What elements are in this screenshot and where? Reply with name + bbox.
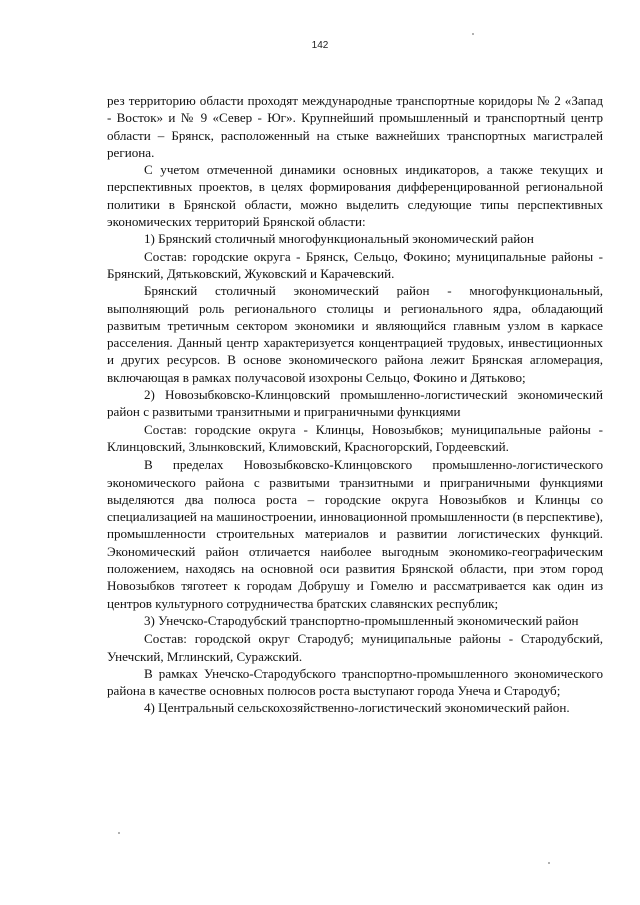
list-item-heading-1: 1) Брянский столичный многофункциональный экономический район [144, 231, 534, 247]
composition-paragraph-1: Состав: городские округа - Брянск, Сельцо, Фокино; муниципальные районы - Брянский, Дятьковский, Жуковский и Карачевский. [107, 248, 603, 281]
paragraph-continuation: рез территорию области проходят международные транспортные коридоры № 2 «Запад - Восток» и № 9 «Север - Юг». Крупнейший промышленный и транспортный центр области – Брянск, расположенный на стыке важнейших транспортных магистралей региона. [107, 93, 603, 160]
description-paragraph-2: В пределах Новозыбковско-Клинцовского промышленно-логистического экономического района с развитыми транзитными и приграничными функциями выделяются два полюса роста – городские округа Новозыбков и Клинцы со специализацией на машиностроении, инновационной промышленности (в перспективе), промышленности строительных материалов и развитии логистических функций. Экономический район отличается наиболее выгодным экономико-географическим положением, находясь на основной оси развития Брянской области, при этом город Новозыбков тяготеет к городам Добрушу и Гомелю и рассматривается как один из центров культурного сотрудничества братских славянских республик; [107, 457, 603, 611]
description-paragraph-1: Брянский столичный экономический район - многофункциональный, выполняющий роль регионального столицы и регионального ядра, обладающий развитым третичным сектором экономики и являющийся главным узлом в каркасе расселения. Данный центр характеризуется концентрацией трудовых, инвестиционных и других ресурсов. В основе экономического района лежит Брянская агломерация, включающая в рамках получасовой изохроны Сельцо, Фокино и Дятьково; [107, 283, 603, 385]
list-item-heading-3: 3) Унечско-Стародубский транспортно-промышленный экономический район [144, 612, 579, 628]
description-paragraph-3: В рамках Унечско-Стародубского транспортно-промышленного экономического района в качестве основных полюсов роста выступают города Унеча и Стародуб; [107, 665, 603, 699]
composition-paragraph-2: Состав: городские округа - Клинцы, Новозыбков; муниципальные районы - Клинцовский, Злынковский, Климовский, Красногорский, Гордеевский. [107, 421, 603, 454]
scan-speck [548, 862, 550, 864]
scan-speck [472, 33, 474, 35]
scan-speck [118, 832, 120, 834]
list-item-heading-4: 4) Центральный сельскохозяйственно-логистический экономический район. [144, 700, 570, 716]
paragraph-intro: С учетом отмеченной динамики основных индикаторов, а также текущих и перспективных проектов, в целях формирования дифференцированной региональной политики в Брянской области, можно выделить следующие типы перспективных экономических территорий Брянской области: [107, 162, 603, 230]
body-text [107, 92, 603, 717]
page-number: 142 [311, 40, 329, 51]
list-item-heading-2: 2) Новозыбковско-Клинцовский промышленно-логистический экономический район с развитыми транзитными и приграничными функциями [107, 387, 603, 420]
composition-paragraph-3: Состав: городской округ Стародуб; муниципальные районы - Стародубский, Унечский, Мглинский, Суражский. [107, 631, 603, 664]
